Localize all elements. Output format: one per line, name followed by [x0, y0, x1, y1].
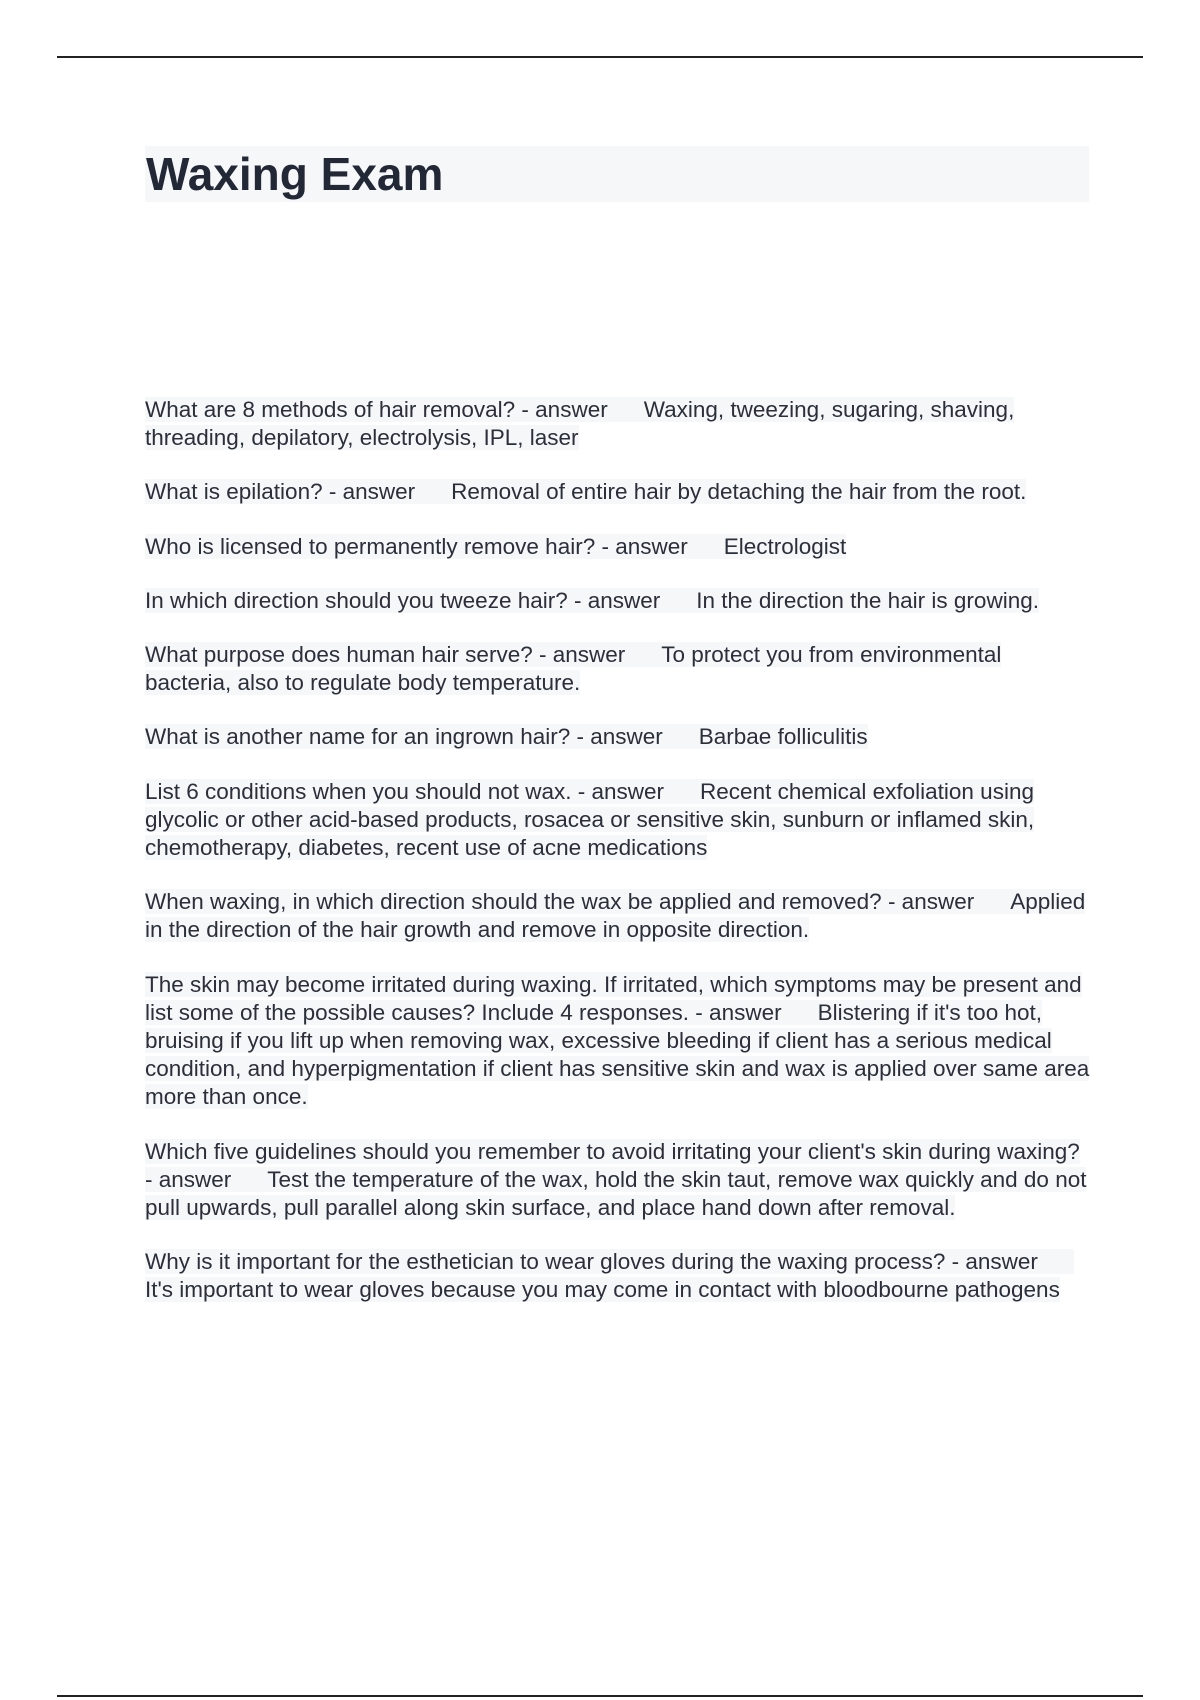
qa-question: What is epilation? - answer [145, 479, 416, 505]
qa-answer: Waxing, tweezing, sugaring, shaving, threading, depilatory, electrolysis, IPL, laser [145, 397, 1015, 451]
qa-item [145, 723, 1090, 751]
qa-answer: Applied in the direction of the hair growth and remove in opposite direction. [145, 889, 1086, 943]
qa-question: What purpose does human hair serve? - answer [145, 642, 626, 668]
qa-question: Which five guidelines should you remember to avoid irritating your client's skin during waxing? - answer [145, 1138, 1080, 1192]
qa-question: When waxing, in which direction should the wax be applied and removed? - answer [145, 889, 975, 915]
qa-item [145, 778, 1090, 863]
qa-item [145, 1248, 1090, 1304]
qa-item [145, 396, 1090, 452]
qa-question: In which direction should you tweeze hair? - answer [145, 587, 661, 613]
qa-answer: Test the temperature of the wax, hold the skin taut, remove wax quickly and do not pull upwards, pull parallel along skin surface, and place hand down after removal. [145, 1166, 1087, 1221]
qa-answer: Blistering if it's too hot, bruising if you lift up when removing wax, excessive bleeding if client has a serious medical condition, and hyperpigmentation if client has sensitive skin and wax is applied over same area more than once. [145, 999, 1090, 1110]
qa-item [145, 888, 1090, 944]
qa-question: The skin may become irritated during waxing. If irritated, which symptoms may be present and list some of the possible causes? Include 4 responses. - answer [145, 971, 1082, 1025]
page-title: Waxing Exam [146, 148, 444, 200]
qa-answer: It's important to wear gloves because you may come in contact with bloodbourne pathogens [145, 1277, 1060, 1303]
qa-item [145, 641, 1090, 697]
qa-answer: Recent chemical exfoliation using glycolic or other acid-based products, rosacea or sensitive skin, sunburn or inflamed skin, chemotherapy, diabetes, recent use of acne medications [145, 778, 1035, 861]
qa-question: What are 8 methods of hair removal? - answer [145, 397, 608, 422]
qa-question: Who is licensed to permanently remove hair? - answer [145, 533, 688, 559]
qa-list [145, 396, 1090, 1331]
qa-item [145, 587, 1090, 615]
qa-answer: In the direction the hair is growing. [696, 587, 1039, 613]
qa-question: What is another name for an ingrown hair? - answer [145, 724, 663, 750]
qa-answer: Removal of entire hair by detaching the hair from the root. [451, 479, 1027, 505]
top-rule [57, 56, 1143, 58]
qa-item [145, 1138, 1090, 1223]
qa-question: List 6 conditions when you should not wax. - answer [145, 778, 665, 804]
qa-item [145, 533, 1090, 561]
qa-answer: Barbae folliculitis [698, 724, 868, 750]
qa-answer: Electrologist [723, 533, 847, 559]
qa-answer: To protect you from environmental bacteria, also to regulate body temperature. [145, 642, 1002, 696]
qa-question: Why is it important for the esthetician to wear gloves during the waxing process? - answer [145, 1249, 1038, 1275]
qa-item [145, 971, 1090, 1112]
qa-item [145, 478, 1090, 506]
bottom-rule [57, 1695, 1143, 1697]
